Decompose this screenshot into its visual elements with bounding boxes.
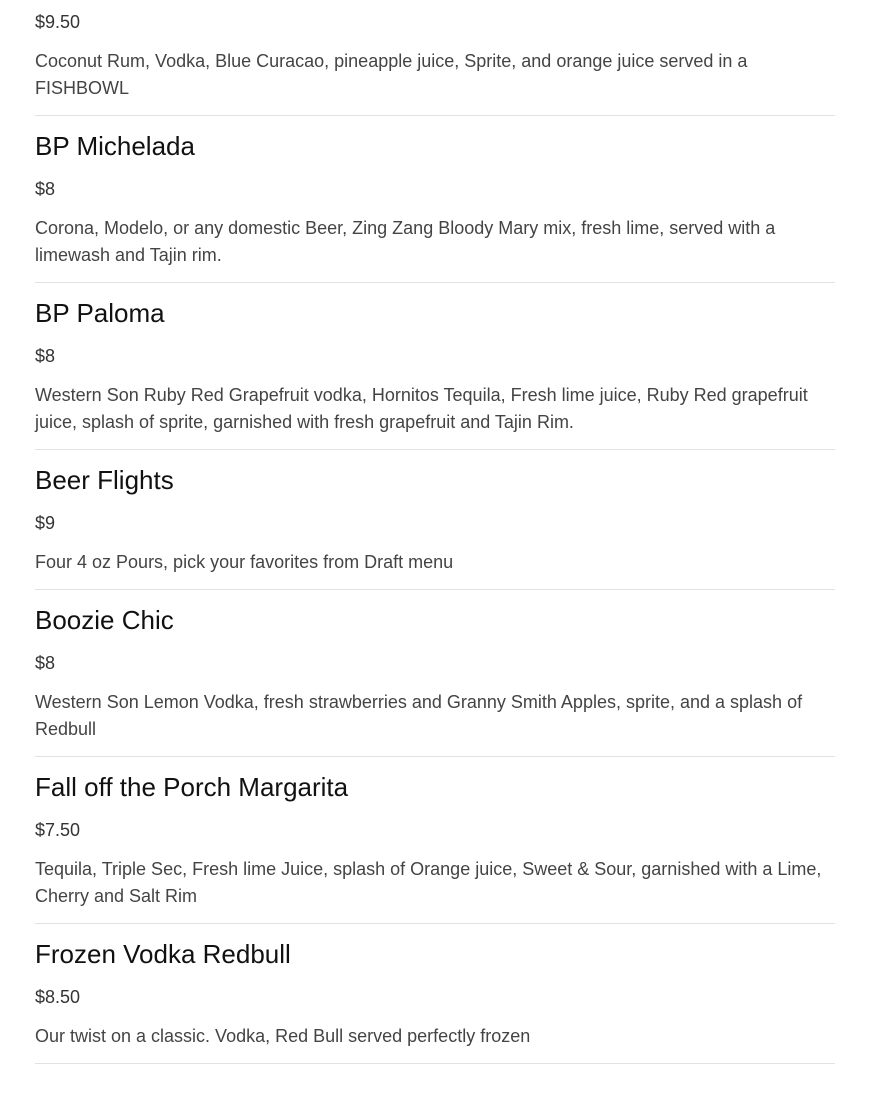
menu-item xyxy=(35,924,835,1064)
menu-item-description: Coconut Rum, Vodka, Blue Curacao, pineapple juice, Sprite, and orange juice served in a FISHBOWL xyxy=(35,51,748,98)
menu-item-description: Four 4 oz Pours, pick your favorites from Draft menu xyxy=(35,552,454,572)
menu-item-description: Western Son Lemon Vodka, fresh strawberries and Granny Smith Apples, sprite, and a splash of Redbull xyxy=(35,692,803,739)
menu-item-price: $9 xyxy=(35,513,56,533)
menu-item-description: Tequila, Triple Sec, Fresh lime Juice, splash of Orange juice, Sweet & Sour, garnished with a Lime, Cherry and Salt Rim xyxy=(35,859,822,906)
menu-item xyxy=(35,283,835,450)
menu-item xyxy=(35,757,835,924)
menu-item-name: Beer Flights xyxy=(35,465,174,495)
menu-item-price: $9.50 xyxy=(35,12,81,32)
menu-item-description: Corona, Modelo, or any domestic Beer, Zing Zang Bloody Mary mix, fresh lime, served with a limewash and Tajin rim. xyxy=(35,218,776,265)
menu-item-name: Frozen Vodka Redbull xyxy=(35,939,291,969)
menu-item xyxy=(35,450,835,590)
menu-item-price: $8 xyxy=(35,653,56,673)
menu-item xyxy=(35,0,835,116)
menu-item-name: Fall off the Porch Margarita xyxy=(35,772,349,802)
menu-item-price: $7.50 xyxy=(35,820,81,840)
menu-item-price: $8 xyxy=(35,346,56,366)
menu-item xyxy=(35,116,835,283)
menu-item-description: Our twist on a classic. Vodka, Red Bull served perfectly frozen xyxy=(35,1026,531,1046)
menu-item-price: $8.50 xyxy=(35,987,81,1007)
menu-item-description: Western Son Ruby Red Grapefruit vodka, Hornitos Tequila, Fresh lime juice, Ruby Red grapefruit juice, splash of sprite, garnished with fresh grapefruit and Tajin Rim. xyxy=(35,385,808,432)
drink-menu-list xyxy=(35,0,835,1064)
menu-item-name: BP Paloma xyxy=(35,298,165,328)
menu-item-name: Boozie Chic xyxy=(35,605,174,635)
menu-item-price: $8 xyxy=(35,179,56,199)
menu-item-name: BP Michelada xyxy=(35,131,195,161)
menu-item xyxy=(35,590,835,757)
